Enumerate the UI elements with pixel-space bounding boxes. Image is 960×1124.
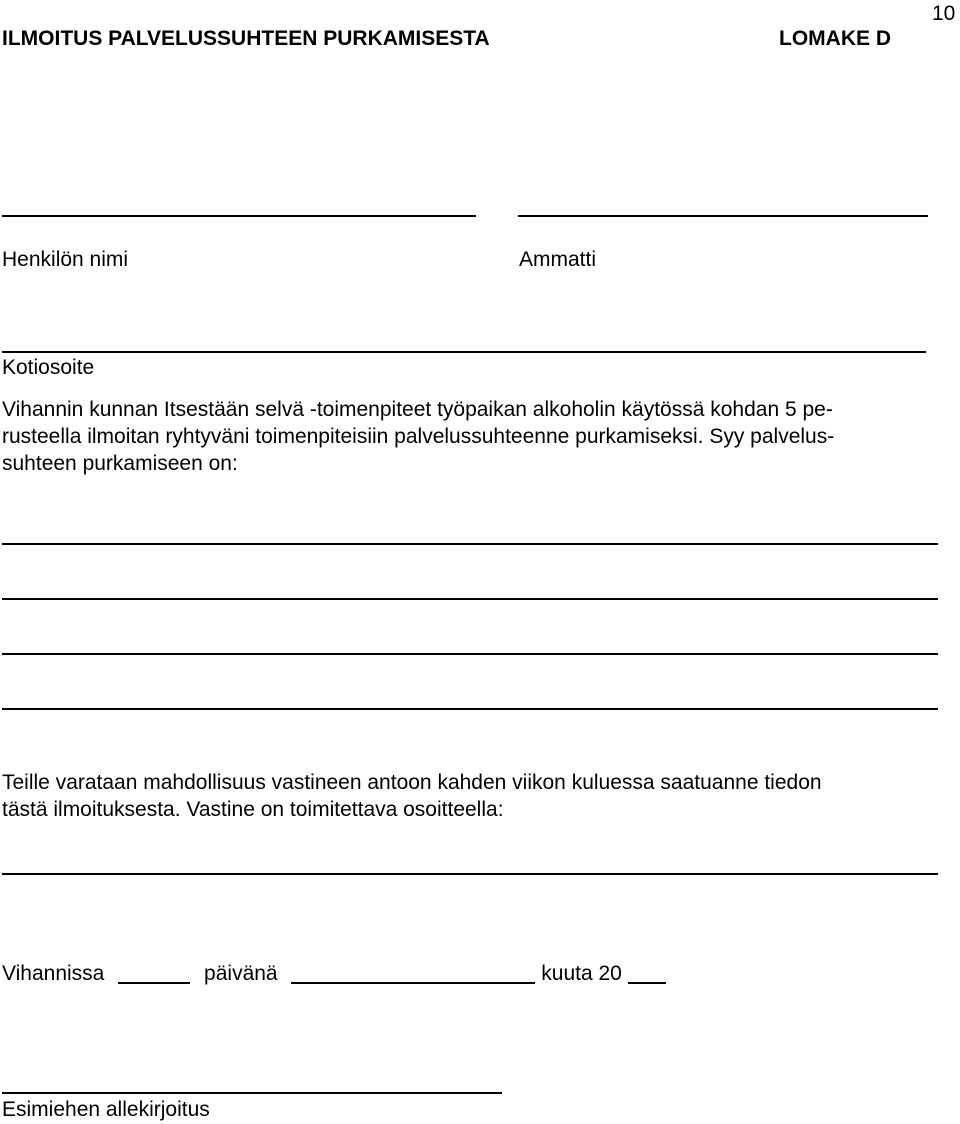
paragraph-line: suhteen purkamiseen on: [2,452,238,475]
signer-label: Esimiehen allekirjoitus [2,1098,210,1121]
place-text: Vihannissa [2,962,105,985]
day-word: päivänä [204,962,278,985]
notice-paragraph [2,396,958,477]
date-row [2,960,666,987]
address-label: Kotiosoite [2,356,95,379]
year-blank[interactable] [628,962,666,984]
paragraph-line: rusteella ilmoitan ryhtyväni toimenpiteisiin palvelussuhteenne purkamiseksi. Syy palvelus- [2,425,835,448]
day-blank[interactable] [118,962,190,984]
page-number: 10 [932,2,956,25]
month-blank[interactable] [291,962,535,984]
occupation-label: Ammatti [519,248,597,271]
paragraph-line: Vihannin kunnan Itsestään selvä -toimenpiteet työpaikan alkoholin käytössä kohdan 5 pe- [2,398,833,421]
name-label: Henkilön nimi [2,248,129,271]
reason-line[interactable] [2,708,938,710]
response-paragraph [2,769,958,823]
paragraph-line: Teille varataan mahdollisuus vastineen antoon kahden viikon kuluessa saatuanne tiedon [2,771,822,794]
paragraph-line: tästä ilmoituksesta. Vastine on toimitettava osoitteella: [2,798,504,821]
occupation-field-line[interactable] [518,215,928,217]
page-title: ILMOITUS PALVELUSSUHTEEN PURKAMISESTA [2,27,490,50]
reason-line[interactable] [2,598,938,600]
reason-line[interactable] [2,543,938,545]
name-field-line[interactable] [2,215,476,217]
address-field-line[interactable] [2,351,926,353]
month-year-text: kuuta 20 [541,962,622,985]
response-address-line[interactable] [2,873,938,875]
form-id: LOMAKE D [779,27,891,50]
reason-line[interactable] [2,653,938,655]
signature-line[interactable] [2,1092,502,1094]
